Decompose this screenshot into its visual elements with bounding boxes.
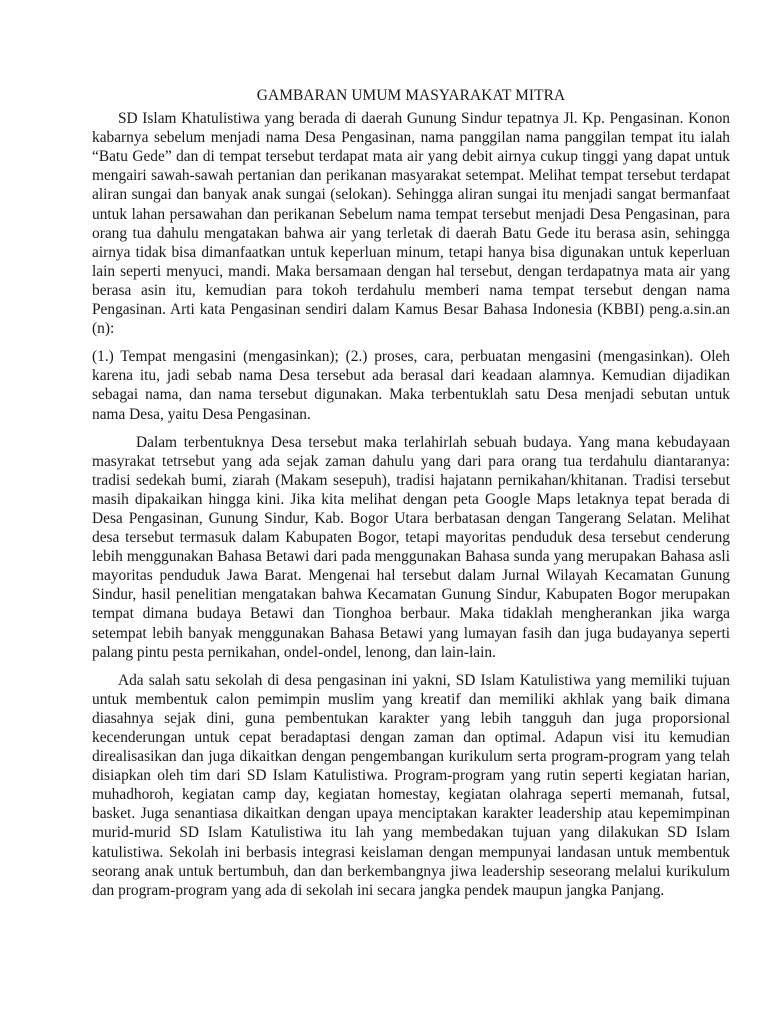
paragraph-culture: Dalam terbentuknya Desa tersebut maka terlahirlah sebuah budaya. Yang mana kebudayaan masyrakat tetrsebut yang ada sejak zaman dahulu yang dari para orang tua terdahulu diantaranya: tradisi sedekah bumi, ziarah (Makam sesepuh), tradisi hajatann pernikahan/khitanan. Tradisi tersebut masih dipakaikan hingga kini. Jika kita melihat dengan peta Google Maps letaknya tepat berada di Desa Pengasinan, Gunung Sindur, Kab. Bogor Utara berbatasan dengan Tangerang Selatan. Melihat desa tersebut termasuk dalam Kabupaten Bogor, tetapi mayoritas penduduk desa tersebut cenderung lebih menggunakan Bahasa Betawi dari pada menggunakan Bahasa sunda yang merupakan Bahasa asli mayoritas penduduk Jawa Barat. Mengenai hal tersebut dalam Jurnal Wilayah Kecamatan Gunung Sindur, hasil penelitian mengatakan bahwa Kecamatan Gunung Sindur, Kabupaten Bogor merupakan tempat dimana budaya Betawi dan Tionghoa berbaur. Maka tidaklah mengherankan jika warga setempat lebih banyak menggunakan Bahasa Betawi yang lumayan fasih dan juga budayanya seperti palang pintu pesta pernikahan, ondel-ondel, lenong, dan lain-lain. [92, 433, 730, 661]
paragraph-definition: (1.) Tempat mengasini (mengasinkan); (2.) proses, cara, perbuatan mengasini (mengasinkan). Oleh karena itu, jadi sebab nama Desa tersebut ada berasal dari keadaan alamnya. Kemudian dijadikan sebagai nama, dan nama tersebut digunakan. Maka terbentuklah satu Desa menjadi sebutan untuk nama Desa, yaitu Desa Pengasinan. [92, 348, 730, 423]
paragraph-history: SD Islam Khatulistiwa yang berada di daerah Gunung Sindur tepatnya Jl. Kp. Pengasinan. Konon kabarnya sebelum menjadi nama Desa Pengasinan, nama panggilan nama panggilan tempat itu ialah “Batu Gede” dan di tempat tersebut terdapat mata air yang debit airnya cukup tinggi yang dapat untuk mengairi sawah-sawah pertanian dan perikanan masyarakat setempat. Melihat tempat tersebut terdapat aliran sungai dan banyak anak sungai (selokan). Sehingga aliran sungai itu menjadi sangat bermanfaat untuk lahan persawahan dan perikanan Sebelum nama tempat tersebut menjadi Desa Pengasinan, para orang tua dahulu mengatakan bahwa air yang terletak di daerah Batu Gede itu berasa asin, sehingga airnya tidak bisa dimanfaatkan untuk keperluan minum, tetapi hanya bisa digunakan untuk keperluan lain seperti menyuci, mandi. Maka bersamaan dengan hal tersebut, dengan terdapatnya mata air yang berasa asin itu, kemudian para tokoh terdahulu memberi nama tempat tersebut dengan nama Pengasinan. Arti kata Pengasinan sendiri dalam Kamus Besar Bahasa Indonesia (KBBI) peng.a.sin.an (n): [92, 110, 730, 338]
document-title: GAMBARAN UMUM MASYARAKAT MITRA [256, 87, 566, 104]
paragraph-school: Ada salah satu sekolah di desa pengasinan ini yakni, SD Islam Katulistiwa yang memiliki tujuan untuk membentuk calon pemimpin muslim yang kreatif dan memiliki akhlak yang baik dimana diasahnya sejak dini, guna pembentukan karakter yang lebih tangguh dan juga proporsional kecenderungan untuk cepat beradaptasi dengan zaman dan optimal. Adapun visi itu kemudian direalisasikan dan juga dikaitkan dengan pengembangan kurikulum serta program-program yang telah disiapkan oleh tim dari SD Islam Katulistiwa. Program-program yang rutin seperti kegiatan harian, muhadhoroh, kegiatan camp day, kegiatan homestay, kegiatan olahraga seperti memanah, futsal, basket. Juga senantiasa dikaitkan dengan upaya menciptakan karakter leadership atau kepemimpinan murid-murid SD Islam Katulistiwa itu lah yang membedakan tujuan yang dilakukan SD Islam katulistiwa. Sekolah ini berbasis integrasi keislaman dengan mempunyai landasan untuk membentuk seorang anak untuk bertumbuh, dan dan berkembangnya jiwa leadership seseorang melalui kurikulum dan program-program yang ada di sekolah ini secara jangka pendek maupun jangka Panjang. [92, 671, 730, 899]
